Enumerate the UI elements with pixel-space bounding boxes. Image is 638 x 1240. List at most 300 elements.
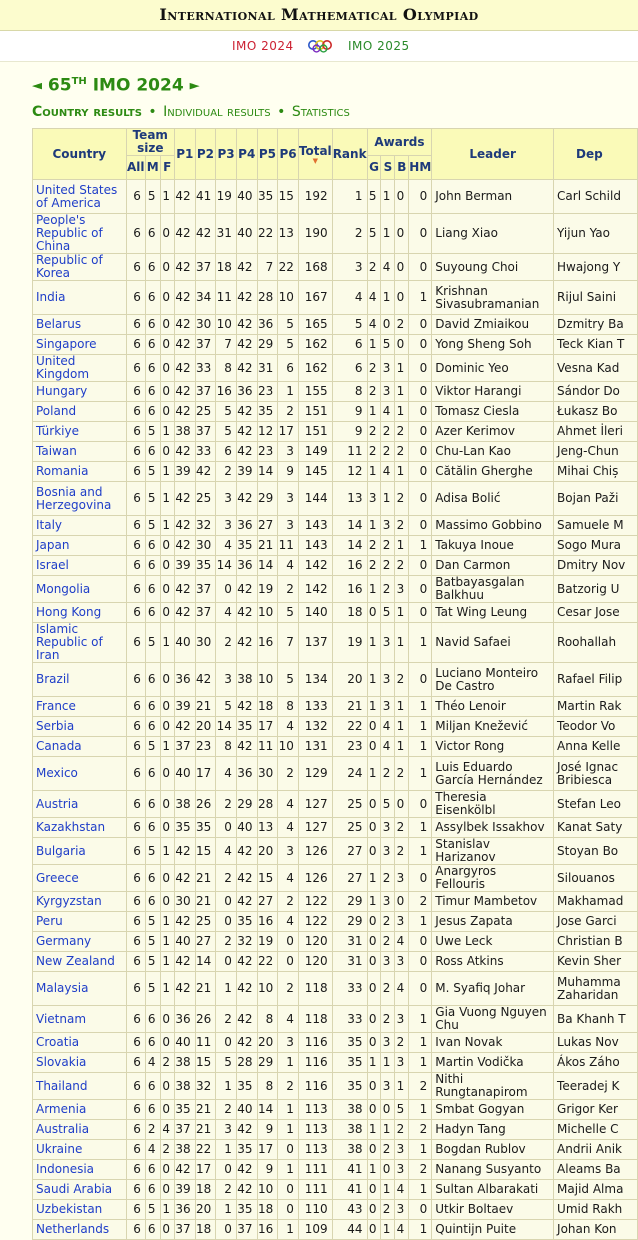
total-score-cell: 137 xyxy=(298,623,332,663)
country-link[interactable]: Israel xyxy=(33,556,127,576)
deputy-name: Dmitry Nov xyxy=(557,558,626,572)
p1-score-cell: 42 xyxy=(174,482,195,516)
p4-score-cell: 42 xyxy=(236,576,257,603)
team-all-cell: 6 xyxy=(126,214,145,254)
table-row xyxy=(33,462,638,482)
country-link[interactable]: Malaysia xyxy=(33,972,127,1006)
team-male-cell: 5 xyxy=(145,932,160,952)
p4-score-cell: 42 xyxy=(236,1160,257,1180)
country-link[interactable]: Taiwan xyxy=(33,442,127,462)
p2-score-cell: 27 xyxy=(195,932,216,952)
team-male-cell: 6 xyxy=(145,1033,160,1053)
country-link[interactable]: Saudi Arabia xyxy=(33,1180,127,1200)
p1-score-cell: 42 xyxy=(174,912,195,932)
deputy-name: Ákos Záho xyxy=(557,1055,620,1069)
leader-name-cell: Luciano Monteiro De Castro xyxy=(432,663,554,697)
p1-score-cell: 40 xyxy=(174,757,195,791)
p3-score-cell: 14 xyxy=(216,556,237,576)
bronze-count-cell: 4 xyxy=(395,932,409,952)
p4-score-cell: 32 xyxy=(236,932,257,952)
rank-cell: 41 xyxy=(332,1180,367,1200)
p4-score-cell: 42 xyxy=(236,1033,257,1053)
team-male-cell: 6 xyxy=(145,214,160,254)
team-female-column-header[interactable]: F xyxy=(160,156,174,180)
p6-score-cell: 1 xyxy=(278,1053,299,1073)
p4-score-cell: 42 xyxy=(236,952,257,972)
country-link[interactable]: Ukraine xyxy=(33,1140,127,1160)
country-link[interactable]: People's Republic of China xyxy=(33,214,127,254)
country-link[interactable]: Bulgaria xyxy=(33,838,127,865)
p6-score-cell: 1 xyxy=(278,1120,299,1140)
bronze-count-cell: 0 xyxy=(395,254,409,281)
rank-cell: 1 xyxy=(332,180,367,214)
deputy-name: Mihai Chiș xyxy=(557,464,619,478)
silver-count-cell: 3 xyxy=(381,697,395,717)
p1-score-cell: 38 xyxy=(174,1073,195,1100)
p6-score-cell: 0 xyxy=(278,1180,299,1200)
p4-score-cell: 42 xyxy=(236,1006,257,1033)
deputy-name-cell xyxy=(554,818,638,838)
p2-score-cell: 37 xyxy=(195,576,216,603)
country-link[interactable]: Kyrgyzstan xyxy=(33,892,127,912)
bronze-count-cell: 3 xyxy=(395,1006,409,1033)
p6-score-cell: 1 xyxy=(278,1100,299,1120)
team-all-cell: 6 xyxy=(126,838,145,865)
p1-score-cell: 39 xyxy=(174,1180,195,1200)
table-row xyxy=(33,1006,638,1033)
p2-score-cell: 42 xyxy=(195,462,216,482)
p6-column-header[interactable]: P6 xyxy=(278,129,299,180)
deputy-name-cell xyxy=(554,663,638,697)
leader-name-cell: Gia Vuong Nguyen Chu xyxy=(432,1006,554,1033)
p5-score-cell: 22 xyxy=(257,214,278,254)
next-year-link[interactable]: IMO 2025 xyxy=(348,39,410,53)
leader-name-cell: Hadyn Tang xyxy=(432,1120,554,1140)
rank-cell: 16 xyxy=(332,556,367,576)
country-link[interactable]: Canada xyxy=(33,737,127,757)
gold-count-cell: 0 xyxy=(367,932,381,952)
deputy-name-cell xyxy=(554,1033,638,1053)
rank-cell: 4 xyxy=(332,281,367,315)
team-female-cell: 1 xyxy=(160,462,174,482)
team-all-cell: 6 xyxy=(126,1200,145,1220)
table-row xyxy=(33,556,638,576)
team-female-cell: 0 xyxy=(160,536,174,556)
p6-score-cell: 4 xyxy=(278,556,299,576)
gold-count-cell: 0 xyxy=(367,838,381,865)
silver-count-cell: 0 xyxy=(381,1100,395,1120)
deputy-name-cell xyxy=(554,1073,638,1100)
country-link[interactable]: Mongolia xyxy=(33,576,127,603)
p2-score-cell: 37 xyxy=(195,254,216,281)
p4-score-cell: 36 xyxy=(236,516,257,536)
deputy-name-cell xyxy=(554,932,638,952)
deputy-name: Samuele M xyxy=(557,518,624,532)
p4-column-header[interactable]: P4 xyxy=(236,129,257,180)
p5-score-cell: 17 xyxy=(257,717,278,737)
p3-score-cell: 0 xyxy=(216,912,237,932)
p3-score-cell: 8 xyxy=(216,737,237,757)
hm-count-cell: 0 xyxy=(409,576,432,603)
p2-score-cell: 34 xyxy=(195,281,216,315)
country-link[interactable]: Hong Kong xyxy=(33,603,127,623)
country-link[interactable]: Poland xyxy=(33,402,127,422)
rank-column-header[interactable]: Rank xyxy=(332,129,367,180)
p3-score-cell: 4 xyxy=(216,838,237,865)
deputy-name-cell xyxy=(554,516,638,536)
p2-score-cell: 35 xyxy=(195,818,216,838)
country-link[interactable]: Germany xyxy=(33,932,127,952)
country-link[interactable]: Japan xyxy=(33,536,127,556)
rank-cell: 38 xyxy=(332,1100,367,1120)
p6-score-cell: 2 xyxy=(278,402,299,422)
p3-column-header[interactable]: P3 xyxy=(216,129,237,180)
table-row xyxy=(33,838,638,865)
gold-count-cell: 0 xyxy=(367,717,381,737)
total-score-cell: 126 xyxy=(298,838,332,865)
deputy-column-header[interactable]: Dep xyxy=(554,129,638,180)
p3-score-cell: 0 xyxy=(216,892,237,912)
country-link[interactable]: United Kingdom xyxy=(33,355,127,382)
hm-count-cell: 1 xyxy=(409,536,432,556)
team-all-cell: 6 xyxy=(126,892,145,912)
country-link[interactable]: Islamic Republic of Iran xyxy=(33,623,127,663)
deputy-name-cell xyxy=(554,1053,638,1073)
total-score-cell: 144 xyxy=(298,482,332,516)
deputy-name: Aleams Ba xyxy=(557,1162,621,1176)
team-female-cell: 0 xyxy=(160,892,174,912)
team-all-cell: 6 xyxy=(126,516,145,536)
gold-count-cell: 1 xyxy=(367,335,381,355)
p6-score-cell: 4 xyxy=(278,865,299,892)
team-all-cell: 6 xyxy=(126,576,145,603)
team-all-cell: 6 xyxy=(126,603,145,623)
p1-score-cell: 42 xyxy=(174,214,195,254)
team-male-cell: 6 xyxy=(145,1100,160,1120)
country-link[interactable]: Indonesia xyxy=(33,1160,127,1180)
olympiad-rings-icon xyxy=(307,39,333,53)
hm-count-cell: 0 xyxy=(409,516,432,536)
honourable-mention-column-header[interactable]: HM xyxy=(409,156,432,180)
country-link[interactable]: Singapore xyxy=(33,335,127,355)
gold-count-cell: 1 xyxy=(367,516,381,536)
rank-cell: 2 xyxy=(332,214,367,254)
rank-cell: 14 xyxy=(332,516,367,536)
rank-cell: 13 xyxy=(332,482,367,516)
p6-score-cell: 4 xyxy=(278,818,299,838)
total-score-cell: 142 xyxy=(298,576,332,603)
deputy-name-cell xyxy=(554,442,638,462)
hm-count-cell: 1 xyxy=(409,697,432,717)
bronze-count-cell: 2 xyxy=(395,818,409,838)
hm-count-cell: 0 xyxy=(409,865,432,892)
team-female-cell: 0 xyxy=(160,1160,174,1180)
table-row xyxy=(33,1160,638,1180)
country-link[interactable]: Peru xyxy=(33,912,127,932)
p1-score-cell: 42 xyxy=(174,536,195,556)
p2-score-cell: 11 xyxy=(195,1033,216,1053)
country-link[interactable]: Slovakia xyxy=(33,1053,127,1073)
p1-score-cell: 42 xyxy=(174,355,195,382)
country-link[interactable]: Mexico xyxy=(33,757,127,791)
team-all-cell: 6 xyxy=(126,482,145,516)
team-all-cell: 6 xyxy=(126,818,145,838)
gold-count-cell: 0 xyxy=(367,603,381,623)
silver-count-cell: 3 xyxy=(381,1033,395,1053)
p4-score-cell: 42 xyxy=(236,482,257,516)
deputy-name-cell xyxy=(554,892,638,912)
deputy-name-cell xyxy=(554,576,638,603)
statistics-link[interactable]: Statistics xyxy=(291,104,350,120)
hm-count-cell: 0 xyxy=(409,180,432,214)
team-all-cell: 6 xyxy=(126,1160,145,1180)
team-male-cell: 6 xyxy=(145,757,160,791)
p6-score-cell: 5 xyxy=(278,335,299,355)
team-male-cell: 6 xyxy=(145,402,160,422)
team-female-cell: 0 xyxy=(160,1033,174,1053)
p6-score-cell: 4 xyxy=(278,1006,299,1033)
bronze-count-cell: 0 xyxy=(395,214,409,254)
leader-name-cell: Jesus Zapata xyxy=(432,912,554,932)
team-male-cell: 6 xyxy=(145,442,160,462)
next-imo-arrow-icon[interactable]: ► xyxy=(189,78,200,94)
subnav-separator: • xyxy=(277,104,286,120)
leader-name-cell: John Berman xyxy=(432,180,554,214)
gold-count-cell: 1 xyxy=(367,1053,381,1073)
hm-count-cell: 0 xyxy=(409,952,432,972)
gold-count-cell: 0 xyxy=(367,1180,381,1200)
p2-score-cell: 17 xyxy=(195,1160,216,1180)
p1-column-header[interactable]: P1 xyxy=(174,129,195,180)
deputy-name: Ahmet İleri xyxy=(557,424,623,438)
p1-score-cell: 36 xyxy=(174,1006,195,1033)
hm-count-cell: 0 xyxy=(409,355,432,382)
bronze-count-cell: 3 xyxy=(395,952,409,972)
p2-score-cell: 21 xyxy=(195,865,216,892)
country-link[interactable]: Armenia xyxy=(33,1100,127,1120)
country-link[interactable]: Netherlands xyxy=(33,1220,127,1240)
hm-count-cell: 1 xyxy=(409,818,432,838)
team-all-column-header[interactable]: All xyxy=(126,156,145,180)
leader-name-cell: Dominic Yeo xyxy=(432,355,554,382)
country-link[interactable]: New Zealand xyxy=(33,952,127,972)
country-link[interactable]: Kazakhstan xyxy=(33,818,127,838)
silver-column-header[interactable]: S xyxy=(381,156,395,180)
leader-name-cell: Ivan Novak xyxy=(432,1033,554,1053)
p2-score-cell: 42 xyxy=(195,663,216,697)
country-link[interactable]: Greece xyxy=(33,865,127,892)
leader-name-cell: Smbat Gogyan xyxy=(432,1100,554,1120)
leader-column-header[interactable]: Leader xyxy=(432,129,554,180)
p2-column-header[interactable]: P2 xyxy=(195,129,216,180)
team-all-cell: 6 xyxy=(126,1100,145,1120)
country-link[interactable]: Australia xyxy=(33,1120,127,1140)
team-all-cell: 6 xyxy=(126,932,145,952)
team-female-cell: 0 xyxy=(160,791,174,818)
country-link[interactable]: Uzbekistan xyxy=(33,1200,127,1220)
p1-score-cell: 38 xyxy=(174,1140,195,1160)
p2-score-cell: 21 xyxy=(195,892,216,912)
country-link[interactable]: Romania xyxy=(33,462,127,482)
leader-name-cell: Miljan Knežević xyxy=(432,717,554,737)
p5-score-cell: 19 xyxy=(257,576,278,603)
p4-score-cell: 28 xyxy=(236,1053,257,1073)
leader-name-cell: M. Syafiq Johar xyxy=(432,972,554,1006)
total-score-cell: 122 xyxy=(298,912,332,932)
country-link[interactable]: Hungary xyxy=(33,382,127,402)
p3-score-cell: 31 xyxy=(216,214,237,254)
country-link[interactable]: Bosnia and Herzegovina xyxy=(33,482,127,516)
deputy-name: Ba Khanh T xyxy=(557,1011,626,1026)
p3-score-cell: 2 xyxy=(216,623,237,663)
p3-score-cell: 0 xyxy=(216,952,237,972)
p3-score-cell: 8 xyxy=(216,355,237,382)
silver-count-cell: 3 xyxy=(381,838,395,865)
team-male-cell: 6 xyxy=(145,355,160,382)
hm-count-cell: 0 xyxy=(409,462,432,482)
silver-count-cell: 5 xyxy=(381,335,395,355)
deputy-name-cell xyxy=(554,1220,638,1240)
p1-score-cell: 40 xyxy=(174,932,195,952)
silver-count-cell: 0 xyxy=(381,315,395,335)
deputy-name: José Ignac xyxy=(557,759,619,774)
p2-score-cell: 17 xyxy=(195,757,216,791)
deputy-name-cell xyxy=(554,1140,638,1160)
p4-score-cell: 35 xyxy=(236,1200,257,1220)
p4-score-cell: 42 xyxy=(236,697,257,717)
country-link[interactable]: Austria xyxy=(33,791,127,818)
p5-score-cell: 14 xyxy=(257,1100,278,1120)
team-male-cell: 6 xyxy=(145,697,160,717)
p5-score-cell: 35 xyxy=(257,402,278,422)
subnav-separator: • xyxy=(148,104,157,120)
gold-count-cell: 1 xyxy=(367,1120,381,1140)
silver-count-cell: 3 xyxy=(381,892,395,912)
team-female-cell: 1 xyxy=(160,180,174,214)
p1-score-cell: 42 xyxy=(174,865,195,892)
individual-results-link[interactable]: Individual results xyxy=(163,104,271,120)
rank-cell: 12 xyxy=(332,462,367,482)
rank-cell: 14 xyxy=(332,536,367,556)
hm-count-cell: 2 xyxy=(409,1120,432,1140)
country-link[interactable]: United States of America xyxy=(33,180,127,214)
team-all-cell: 6 xyxy=(126,382,145,402)
team-all-cell: 6 xyxy=(126,912,145,932)
team-all-cell: 6 xyxy=(126,254,145,281)
p3-score-cell: 16 xyxy=(216,382,237,402)
p1-score-cell: 39 xyxy=(174,462,195,482)
country-link[interactable]: France xyxy=(33,697,127,717)
gold-column-header[interactable]: G xyxy=(367,156,381,180)
gold-count-cell: 1 xyxy=(367,1160,381,1180)
bronze-count-cell: 1 xyxy=(395,462,409,482)
hm-count-cell: 0 xyxy=(409,482,432,516)
country-link[interactable]: Türkiye xyxy=(33,422,127,442)
gold-count-cell: 2 xyxy=(367,382,381,402)
silver-count-cell: 2 xyxy=(381,865,395,892)
team-male-column-header[interactable]: M xyxy=(145,156,160,180)
p3-score-cell: 2 xyxy=(216,1006,237,1033)
team-male-cell: 6 xyxy=(145,717,160,737)
country-link[interactable]: Republic of Korea xyxy=(33,254,127,281)
team-female-cell: 0 xyxy=(160,603,174,623)
hm-count-cell: 1 xyxy=(409,281,432,315)
silver-count-cell: 4 xyxy=(381,717,395,737)
country-link[interactable]: India xyxy=(33,281,127,315)
deputy-name-cell xyxy=(554,791,638,818)
country-link[interactable]: Thailand xyxy=(33,1073,127,1100)
team-female-cell: 0 xyxy=(160,254,174,281)
country-link[interactable]: Italy xyxy=(33,516,127,536)
country-column-header[interactable]: Country xyxy=(33,129,127,180)
bronze-count-cell: 2 xyxy=(395,482,409,516)
bronze-count-cell: 0 xyxy=(395,335,409,355)
site-title[interactable]: International Mathematical Olympiad xyxy=(159,5,479,24)
deputy-name-line2: Zaharidan xyxy=(557,987,619,1002)
silver-count-cell: 2 xyxy=(381,757,395,791)
bronze-column-header[interactable]: B xyxy=(395,156,409,180)
bronze-count-cell: 3 xyxy=(395,1160,409,1180)
total-score-cell: 120 xyxy=(298,952,332,972)
p1-score-cell: 42 xyxy=(174,315,195,335)
country-results-link[interactable]: Country results xyxy=(32,104,142,120)
rank-cell: 38 xyxy=(332,1120,367,1140)
team-female-cell: 1 xyxy=(160,422,174,442)
bronze-count-cell: 1 xyxy=(395,402,409,422)
p1-score-cell: 39 xyxy=(174,697,195,717)
p5-column-header[interactable]: P5 xyxy=(257,129,278,180)
p1-score-cell: 38 xyxy=(174,1053,195,1073)
hm-count-cell: 1 xyxy=(409,838,432,865)
total-score-cell: 145 xyxy=(298,462,332,482)
team-female-cell: 1 xyxy=(160,838,174,865)
p6-score-cell: 2 xyxy=(278,892,299,912)
leader-name-cell: David Zmiaikou xyxy=(432,315,554,335)
team-female-cell: 0 xyxy=(160,355,174,382)
p1-score-cell: 38 xyxy=(174,422,195,442)
deputy-name: Grigor Ker xyxy=(557,1102,618,1116)
team-size-column-header: Team size xyxy=(126,129,174,156)
deputy-name-cell xyxy=(554,214,638,254)
p2-score-cell: 15 xyxy=(195,1053,216,1073)
hm-count-cell: 0 xyxy=(409,335,432,355)
team-all-cell: 6 xyxy=(126,663,145,697)
hm-count-cell: 1 xyxy=(409,1033,432,1053)
p1-score-cell: 30 xyxy=(174,892,195,912)
p3-score-cell: 2 xyxy=(216,932,237,952)
p2-score-cell: 32 xyxy=(195,516,216,536)
gold-count-cell: 2 xyxy=(367,536,381,556)
leader-name-cell: Batbayasgalan Balkhuu xyxy=(432,576,554,603)
p2-score-cell: 25 xyxy=(195,402,216,422)
country-link[interactable]: Vietnam xyxy=(33,1006,127,1033)
country-link[interactable]: Brazil xyxy=(33,663,127,697)
team-all-cell: 6 xyxy=(126,1140,145,1160)
p6-score-cell: 15 xyxy=(278,180,299,214)
team-female-cell: 0 xyxy=(160,335,174,355)
previous-imo-arrow-icon[interactable]: ◄ xyxy=(32,78,42,94)
leader-name-cell: Dan Carmon xyxy=(432,556,554,576)
country-link[interactable]: Serbia xyxy=(33,717,127,737)
country-link[interactable]: Croatia xyxy=(33,1033,127,1053)
total-column-header[interactable] xyxy=(298,129,332,180)
prev-year-link[interactable]: IMO 2024 xyxy=(232,39,294,53)
p2-score-cell: 14 xyxy=(195,952,216,972)
silver-count-cell: 0 xyxy=(381,1160,395,1180)
country-link[interactable]: Belarus xyxy=(33,315,127,335)
p3-score-cell: 3 xyxy=(216,482,237,516)
leader-name-cell: Navid Safaei xyxy=(432,623,554,663)
